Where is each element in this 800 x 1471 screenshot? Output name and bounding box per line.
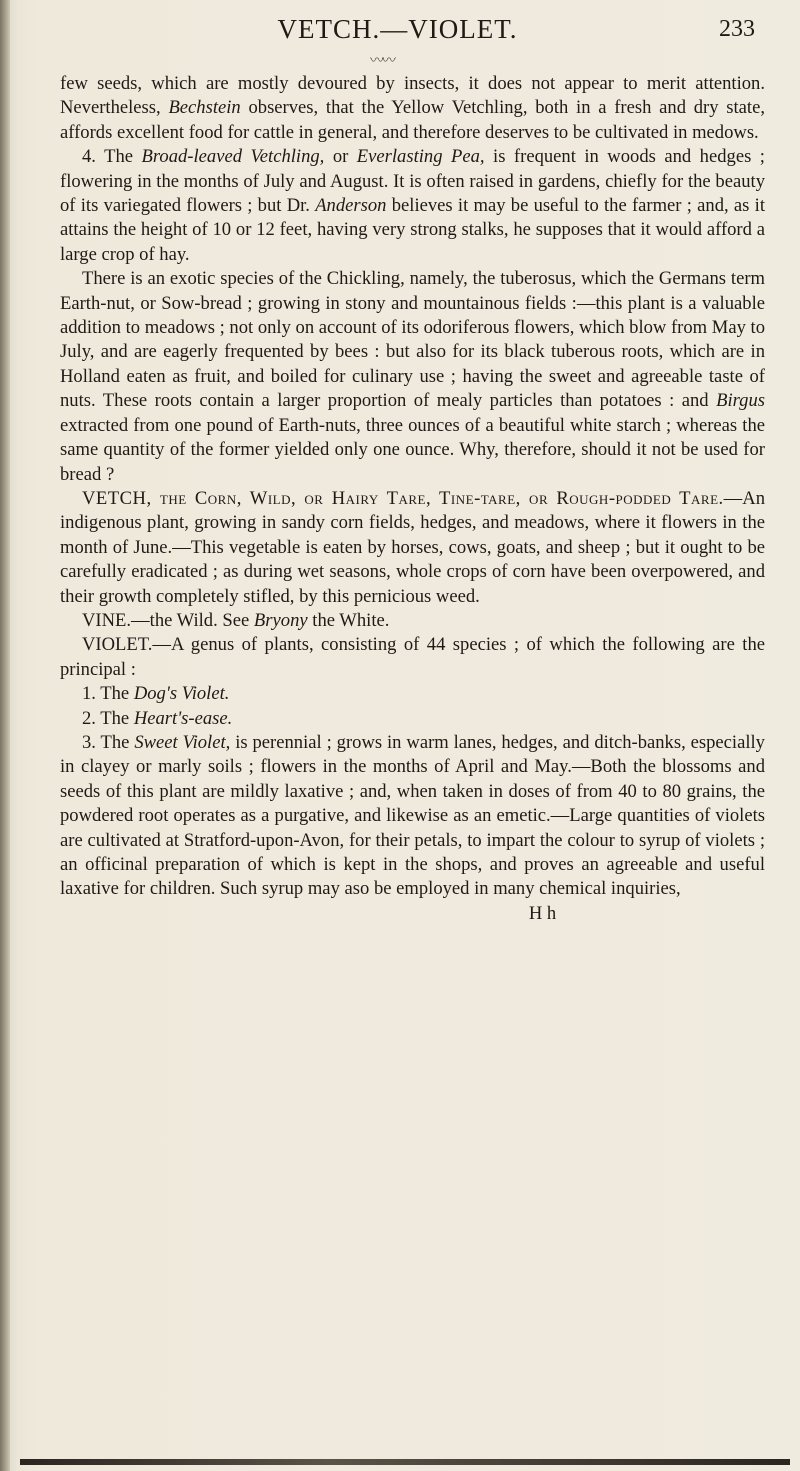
page-number: 233 bbox=[719, 16, 755, 42]
running-head: VETCH.—VIOLET. bbox=[277, 14, 518, 44]
body-text bbox=[60, 72, 765, 926]
header-ornament: 〰〰 bbox=[370, 53, 394, 69]
paragraph: VIOLET.—A genus of plants, consisting of 44 species ; of which the following are the principal : bbox=[60, 634, 765, 680]
catchword: H h bbox=[528, 902, 557, 924]
list-item: 3. The Sweet Violet, is perennial ; grows in warm lanes, hedges, and ditch-banks, especially in clayey or marly soils ; flowers in the months of April and May.—Both the blossoms and seeds of this plant are mildly laxative ; and, when taken in doses of from 40 to 80 grains, the powdered root operates as a purgative, and likewise as an emetic.—Large quantities of violets are cultivated at Stratford-upon-Avon, for their petals, to impart the colour to syrup of violets ; an officinal preparation of which is kept in the shops, and proves an agreeable and useful laxative for children. Such syrup may aso be employed in many chemical inquiries, bbox=[60, 731, 765, 900]
page-spine-shadow bbox=[0, 0, 10, 1471]
paragraph: VETCH, the Corn, Wild, or Hairy Tare, Tine-tare, or Rough-podded Tare.—An indigenous plant, growing in sandy corn fields, hedges, and meadows, where it flowers in the month of June.—This vegetable is eaten by horses, cows, goats, and sheep ; but it ought to be carefully eradicated ; as during wet seasons, whole crops of corn have been overpowered, and their growth completely stifled, by this pernicious weed. bbox=[60, 487, 765, 607]
paragraph: There is an exotic species of the Chickling, namely, the tuberosus, which the Germans term Earth-nut, or Sow-bread ; growing in stony and mountainous fields :—this plant is a valuable addition to meadows ; not only on account of its odoriferous flowers, which blow from May to July, and are eagerly frequented by bees : but also for its black tuberous roots, which are in Holland eaten as fruit, and boiled for culinary use ; having the sweet and agreeable taste of nuts. These roots contain a larger proportion of mealy particles than potatoes : and Birgus extracted from one pound of Earth-nuts, three ounces of a beautiful white starch ; whereas the same quantity of the former yielded only one ounce. Why, therefore, should it not be used for bread ? bbox=[60, 268, 765, 485]
page-bottom-edge bbox=[20, 1459, 790, 1465]
page-header bbox=[40, 14, 755, 54]
list-item: 1. The Dog's Violet. bbox=[82, 683, 230, 705]
paragraph: few seeds, which are mostly devoured by insects, it does not appear to merit attention. Nevertheless, Bechstein observes, that the Yellow Vetchling, both in a fresh and dry state, affords excellent food for cattle in general, and therefore deserves to be cultivated in medows. bbox=[60, 73, 765, 143]
paragraph: 4. The Broad-leaved Vetchling, or Everlasting Pea, is frequent in woods and hedges ; flowering in the months of July and August. It is often raised in gardens, chiefly for the beauty of its variegated flowers ; but Dr. Anderson believes it may be useful to the farmer ; and, as it attains the height of 10 or 12 feet, having very strong stalks, he supposes that it would afford a large crop of hay. bbox=[60, 146, 765, 265]
paragraph: VINE.—the Wild. See Bryony the White. bbox=[82, 609, 390, 631]
entry-heading: VETCH, the Corn, Wild, or Hairy Tare, Tine-tare, or Rough-podded Tare. bbox=[82, 487, 724, 509]
list-item: 2. The Heart's-ease. bbox=[82, 707, 233, 729]
